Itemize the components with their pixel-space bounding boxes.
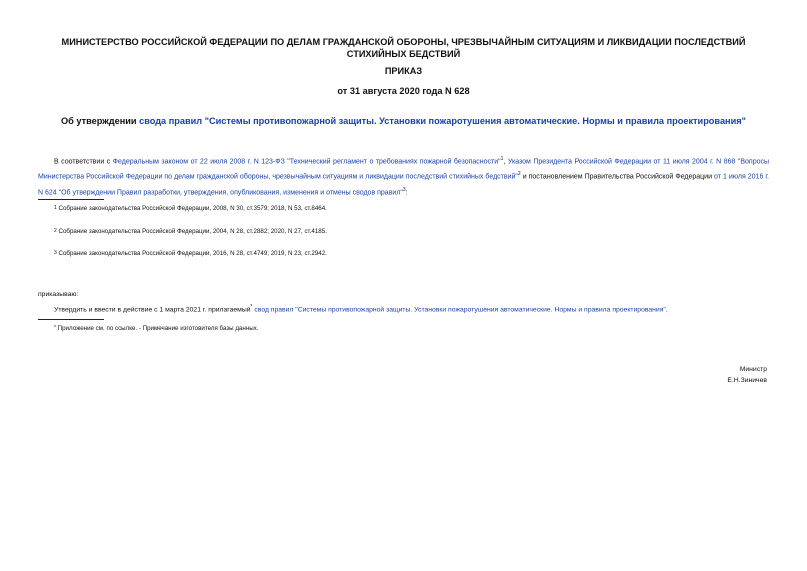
note-divider [38,319,104,320]
ministry-name: МИНИСТЕРСТВО РОССИЙСКОЙ ФЕДЕРАЦИИ ПО ДЕЛАМ ГРАЖДАНСКОЙ ОБОРОНЫ, ЧРЕЗВЫЧАЙНЫМ СИТУАЦИЯМ И ЛИКВИДАЦИИ ПОСЛЕДСТВИЙ СТИХИЙНЫХ БЕДСТВИЙ [61,37,746,59]
footnote-ref-1[interactable]: 1 [500,156,504,162]
order-title: ПРИКАЗ [384,66,423,76]
editor-note [54,324,258,333]
footnote-ref-3[interactable]: 3 [402,186,406,193]
order-item-mark: * [250,304,253,310]
signer-position: Министр [739,366,767,373]
preamble-paragraph [38,153,769,199]
code-of-rules-link[interactable]: свод правил "Системы противопожарной защиты. Установки пожаротушения автоматические. Нормы и правила проектирования" [254,306,666,314]
order-item [54,302,769,315]
order-date: от 31 августа 2020 года N 628 [337,86,470,96]
footnote-mark-1: 1 [54,205,57,211]
government-resolution-link[interactable]: от 1 июля 2016 г. N 624 "Об утверждении Правил разработки, утверждения, опубликования, изменения и отмены сводов правил" [38,173,769,196]
order-command: приказываю: [38,291,79,298]
approval-prefix: Об утверждении [61,116,140,126]
presidential-decree-link[interactable]: Указом Президента Российской Федерации от 11 июля 2004 г. N 868 "Вопросы Министерства Российской Федерации по делам гражданской обороны, чрезвычайным ситуациям и ликвидации последствий стихийных бедствий" [38,158,770,181]
footnote-divider [38,199,104,200]
footnote-2 [54,227,327,236]
footnote-text-3: Собрание законодательства Российской Федерации, 2016, N 28, ст.4749; 2019, N 23, ст.2942. [56,250,327,257]
footnote-text-1: Собрание законодательства Российской Федерации, 2008, N 30, ст.3579; 2018, N 53, ст.8464. [56,205,327,212]
order-item-suffix: . [665,306,668,314]
footnote-ref-2[interactable]: 2 [517,171,521,178]
editor-note-mark: * [54,325,56,331]
footnote-text-2: Собрание законодательства Российской Федерации, 2004, N 28, ст.2882; 2020, N 27, ст.4185. [56,228,327,235]
signer-name: Е.Н.Зиничев [727,377,767,384]
footnote-mark-2: 2 [54,228,57,234]
approval-heading [40,116,767,126]
preamble-text-3: и постановлением Правительства Российской Федерации [520,173,715,181]
footnote-mark-3: 3 [54,250,57,256]
preamble-text-4: : [405,188,408,196]
footnote-1 [54,204,327,213]
preamble-text-2: , [503,158,508,166]
approval-link[interactable]: свода правил "Системы противопожарной защиты. Установки пожаротушения автоматические. Нормы и правила проектирования" [139,116,746,126]
preamble-text-1: В соответствии с [54,158,113,166]
federal-law-link[interactable]: Федеральным законом от 22 июля 2008 г. N 123-ФЗ "Технический регламент о требованиях пожарной безопасности" [112,158,501,166]
footnote-3 [54,249,327,258]
order-item-prefix: Утвердить и ввести в действие с 1 марта 2021 г. прилагаемый [54,306,251,314]
editor-note-text: Приложение см. по ссылке. - Примечание изготовителя базы данных. [55,325,259,332]
signature-block [727,364,767,386]
